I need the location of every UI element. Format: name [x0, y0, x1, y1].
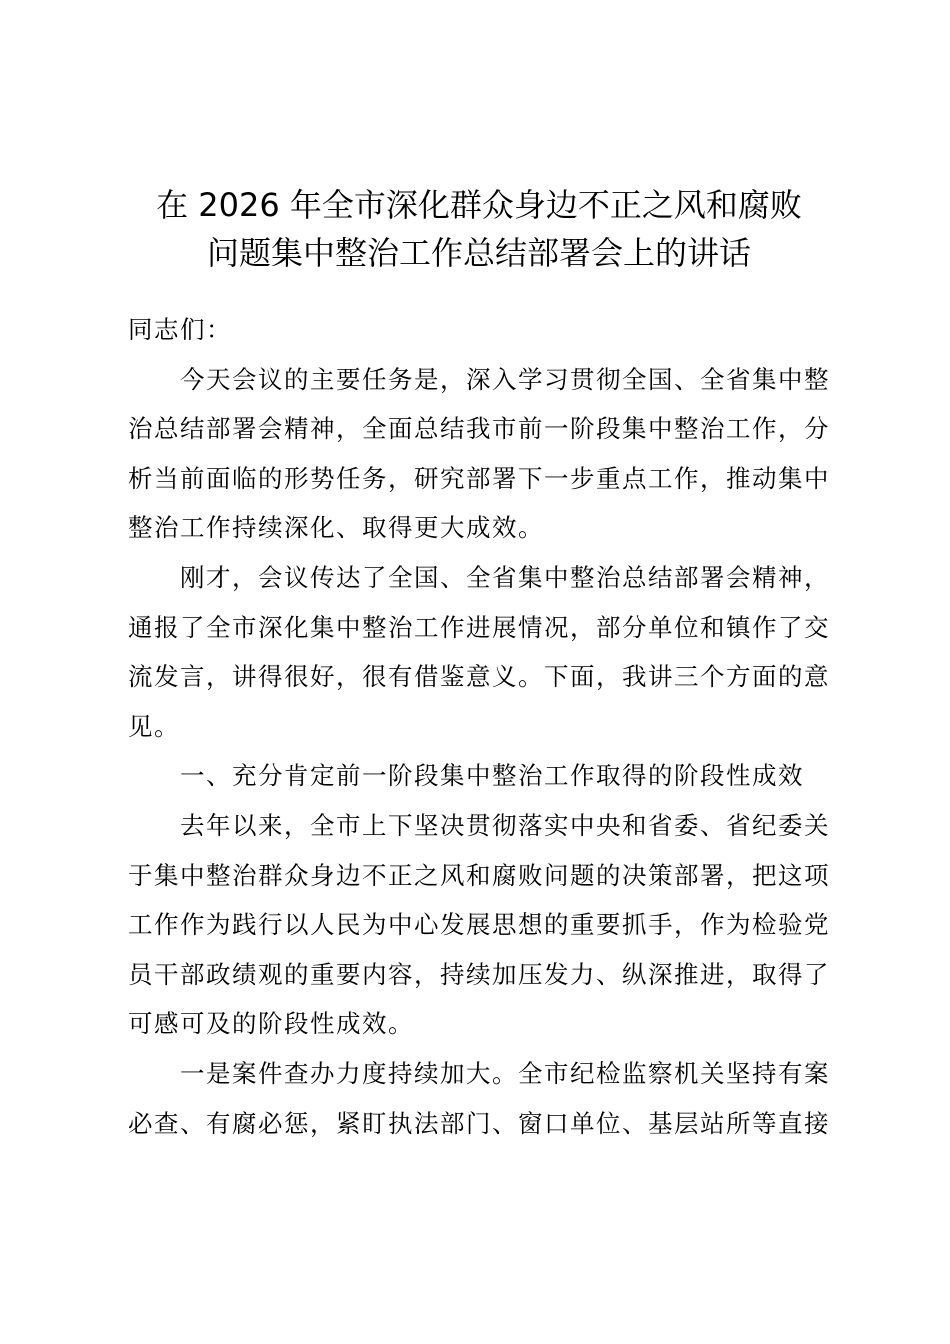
salutation: 同志们： [128, 315, 232, 344]
paragraph-meeting-recap: 刚才，会议传达了全国、全省集中整治总结部署会精神，通报了全市深化集中整治工作进展情况，部分单位和镇作了交流发言，讲得很好，很有借鉴意义。下面，我讲三个方面的意见。 [128, 562, 830, 741]
paragraph-meeting-tasks: 今天会议的主要任务是，深入学习贯彻全国、全省集中整治总结部署会精神，全面总结我市前一阶段集中整治工作，分析当前面临的形势任务，研究部署下一步重点工作，推动集中整治工作持续深化、取得更大成效。 [128, 364, 830, 543]
document-body [128, 305, 830, 1148]
title-line-1: 在 2026 年全市深化群众身边不正之风和腐败 [156, 186, 802, 224]
title-line-2: 问题集中整治工作总结部署会上的讲话 [206, 234, 751, 272]
paragraph-achievements-intro: 去年以来，全市上下坚决贯彻落实中央和省委、省纪委关于集中整治群众身边不正之风和腐败问题的决策部署，把这项工作作为践行以人民为中心发展思想的重要抓手，作为检验党员干部政绩观的重要内容，持续加压发力、纵深推进，取得了可感可及的阶段性成效。 [128, 810, 830, 1039]
section-heading-1: 一、充分肯定前一阶段集中整治工作取得的阶段性成效 [180, 761, 804, 791]
paragraph-case-handling: 一是案件查办力度持续加大。全市纪检监察机关坚持有案必查、有腐必惩，紧盯执法部门、窗口单位、基层站所等直接 [128, 1058, 830, 1138]
document-title [100, 181, 858, 277]
